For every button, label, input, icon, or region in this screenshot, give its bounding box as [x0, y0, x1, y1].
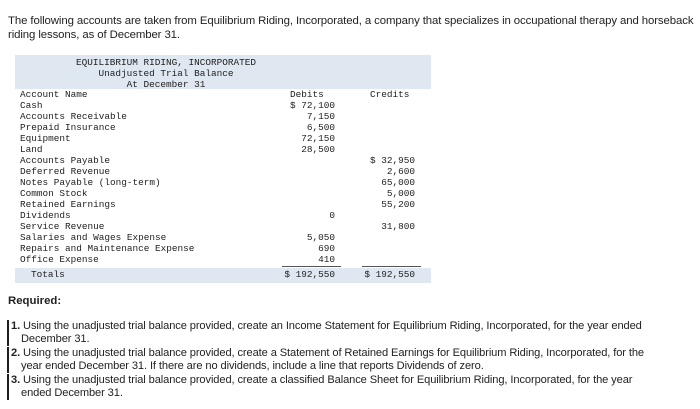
debit-value: 0 [329, 210, 335, 221]
account-name: Repairs and Maintenance Expense [20, 243, 195, 254]
column-header-account: Account Name [20, 89, 88, 100]
totals-label: Totals [31, 269, 65, 280]
credit-value: 55,200 [381, 199, 415, 210]
requirement-number: 1. [11, 320, 21, 332]
credit-value: 31,800 [381, 221, 415, 232]
account-name: Prepaid Insurance [20, 122, 116, 133]
debit-value: $ 72,100 [289, 100, 335, 111]
requirement-text-cont: year ended December 31. If there are no dividends, include a line that reports Dividends of zero. [21, 360, 484, 372]
requirement-number: 2. [11, 347, 21, 359]
requirement-1 [7, 320, 693, 346]
credit-value: 2,600 [386, 166, 415, 177]
requirement-2 [7, 347, 693, 373]
account-name: Cash [20, 100, 43, 111]
table-row [15, 199, 431, 210]
table-row [15, 133, 431, 144]
required-heading: Required: [8, 295, 62, 307]
table-row [15, 177, 431, 188]
debit-total-rule [282, 266, 341, 267]
account-name: Retained Earnings [20, 199, 116, 210]
company-name: EQUILIBRIUM RIDING, INCORPORATED [75, 57, 257, 68]
table-row [15, 100, 431, 111]
account-name: Service Revenue [20, 221, 105, 232]
table-row [15, 122, 431, 133]
account-name: Land [20, 144, 43, 155]
account-name: Salaries and Wages Expense [20, 232, 167, 243]
account-name: Notes Payable (long-term) [20, 177, 161, 188]
debit-value: 7,150 [306, 111, 335, 122]
column-header-credits: Credits [370, 89, 410, 100]
debit-total: $ 192,550 [284, 269, 335, 280]
account-name: Common Stock [20, 188, 88, 199]
totals-row [15, 269, 431, 280]
table-row [15, 243, 431, 254]
account-name: Deferred Revenue [20, 166, 111, 177]
debit-value: 72,150 [301, 133, 335, 144]
requirement-text: Using the unadjusted trial balance provided, create an Income Statement for Equilibrium Riding, Incorporated, for the year ended [23, 320, 642, 332]
account-name: Accounts Payable [20, 155, 111, 166]
table-row [15, 254, 431, 265]
debit-value: 5,050 [306, 232, 335, 243]
debit-value: 690 [318, 243, 335, 254]
credit-total: $ 192,550 [364, 269, 415, 280]
table-row [15, 232, 431, 243]
table-row [15, 155, 431, 166]
requirement-number: 3. [11, 374, 21, 386]
account-name: Dividends [20, 210, 71, 221]
report-date: At December 31 [126, 79, 206, 90]
table-row [15, 166, 431, 177]
account-name: Office Expense [20, 254, 99, 265]
requirement-text-cont: ended December 31. [21, 387, 123, 399]
debit-value: 6,500 [306, 122, 335, 133]
table-row [15, 144, 431, 155]
requirement-text: Using the unadjusted trial balance provided, create a classified Balance Sheet for Equilibrium Riding, Incorporated, for the year [23, 374, 633, 386]
credit-value: 65,000 [381, 177, 415, 188]
table-row [15, 210, 431, 221]
account-name: Accounts Receivable [20, 111, 127, 122]
requirement-text-cont: December 31. [21, 333, 90, 345]
column-header-debits: Debits [290, 89, 324, 100]
debit-value: 28,500 [301, 144, 335, 155]
account-name: Equipment [20, 133, 71, 144]
credit-total-rule [362, 266, 421, 267]
table-row [15, 111, 431, 122]
report-title: Unadjusted Trial Balance [98, 68, 234, 79]
intro-paragraph: The following accounts are taken from Equilibrium Riding, Incorporated, a company that specializes in occupational therapy and horseback riding lessons, as of December 31. [8, 15, 694, 41]
table-row [15, 188, 431, 199]
credit-value: 5,000 [386, 188, 415, 199]
requirement-text: Using the unadjusted trial balance provided, create a Statement of Retained Earnings for Equilibrium Riding, Incorporated, for the [23, 347, 644, 359]
credit-value: $ 32,950 [369, 155, 415, 166]
debit-value: 410 [318, 254, 335, 265]
requirement-3 [7, 374, 693, 400]
table-row [15, 221, 431, 232]
